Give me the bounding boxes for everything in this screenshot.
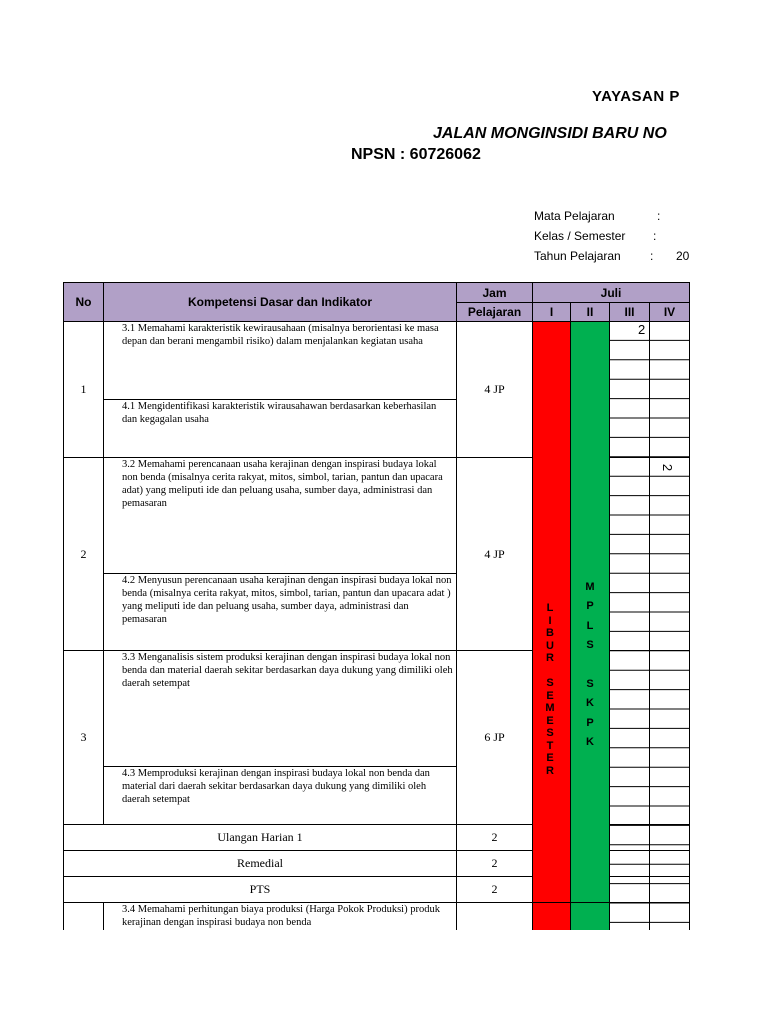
mpls-column-end (571, 903, 610, 931)
header-week-4: IV (650, 303, 690, 322)
header-pelajaran: Pelajaran (457, 303, 533, 322)
header-month: Juli (533, 283, 690, 303)
libur-letter: L (546, 602, 554, 614)
mpls-letter: K (586, 736, 594, 749)
meta-value-year: 20 (676, 249, 690, 263)
libur-letter: S (546, 677, 554, 689)
libur-letter: M (545, 702, 555, 714)
row-2-jp: 4 JP (457, 458, 533, 651)
mpls-letter: P (586, 600, 594, 613)
mpls-letter (583, 656, 597, 675)
school-address: JALAN MONGINSIDI BARU NO (433, 125, 667, 142)
mpls-letter: P (586, 716, 594, 729)
meta-label-subject: Mata Pelajaran (534, 209, 615, 223)
header-kd: Kompetensi Dasar dan Indikator (104, 283, 457, 322)
week-gridlines (609, 321, 690, 930)
libur-letter: E (546, 714, 554, 727)
row-1-kd-skill: 4.1 Mengidentifikasi karakteristik wirausahawan berdasarkan keberhasilan dan kegagalan usaha (104, 400, 457, 458)
row-1-no: 1 (64, 322, 104, 458)
header-week-2: II (571, 303, 610, 322)
libur-letter: S (546, 727, 554, 739)
pts-label: PTS (64, 877, 457, 903)
row-2-kd-knowledge: 3.2 Memahami perencanaan usaha kerajinan dengan inspirasi budaya lokal non benda (misalnya cerita rakyat, mitos, simbol, tarian, pantun dan upacara adat) yang meliputi ide dan peluang usaha, sumber daya, administrasi dan pemasaran (104, 458, 457, 574)
libur-column-end (533, 903, 571, 931)
header-week-3: III (610, 303, 650, 322)
libur-letter: T (546, 739, 554, 752)
libur-letter: R (546, 652, 554, 664)
header-no: No (64, 283, 104, 322)
meta-label-class: Kelas / Semester (534, 229, 626, 243)
mpls-skpk-label (583, 578, 597, 753)
mpls-letter: K (586, 697, 594, 710)
mpls-letter: L (586, 619, 594, 632)
week-4-value: 2 (660, 463, 676, 472)
row-4-jp (457, 903, 533, 931)
libur-letter: U (546, 639, 554, 652)
remedial-jp: 2 (457, 851, 533, 877)
row-3-jp: 6 JP (457, 651, 533, 825)
row-4-no (64, 903, 104, 931)
week-3-value: 2 (638, 322, 646, 337)
meta-sep-subject: : (657, 209, 661, 223)
header-week-1: I (533, 303, 571, 322)
meta-sep-class: : (653, 229, 657, 243)
libur-letter: E (546, 689, 554, 702)
row-1-kd-knowledge: 3.1 Memahami karakteristik kewirausahaan (misalnya berorientasi ke masa depan dan berani mengambil risiko) dalam menjalankan kegiatan usaha (104, 322, 457, 400)
libur-letter: I (548, 614, 552, 627)
libur-letter: E (546, 752, 554, 764)
libur-letter: B (546, 627, 554, 639)
row-3-kd-skill: 4.3 Memproduksi kerajinan dengan inspirasi budaya lokal non benda dan material dari daerah sekitar berdasarkan daya dukung yang dimiliki oleh daerah setempat (104, 767, 457, 825)
ulangan-harian-jp: 2 (457, 825, 533, 851)
mpls-letter: M (585, 581, 595, 593)
row-3-kd-knowledge: 3.3 Menganalisis sistem produksi kerajinan dengan inspirasi budaya lokal non benda dan material daerah sekitar berdasarkan daya dukung yang dimiliki oleh daerah setempat (104, 651, 457, 767)
row-2-no: 2 (64, 458, 104, 651)
yayasan-title: YAYASAN P (592, 88, 680, 105)
pts-jp: 2 (457, 877, 533, 903)
npsn-line: NPSN : 60726062 (351, 146, 481, 163)
meta-label-year: Tahun Pelajaran (534, 249, 621, 263)
meta-sep-year: : (650, 249, 654, 263)
header-jam: Jam (457, 283, 533, 303)
row-1-jp: 4 JP (457, 322, 533, 458)
libur-letter: R (546, 764, 554, 777)
row-4-kd-knowledge: 3.4 Memahami perhitungan biaya produksi (Harga Pokok Produksi) produk kerajinan dengan inspirasi budaya non benda (104, 903, 457, 931)
mpls-letter: S (586, 639, 594, 652)
row-3-no: 3 (64, 651, 104, 825)
row-2-kd-skill: 4.2 Menyusun perencanaan usaha kerajinan dengan inspirasi budaya lokal non benda (misalnya cerita rakyat, mitos, simbol, tarian, pantun dan upacara adat ) yang meliputi ide dan peluang usaha, sumber daya, administrasi dan pemasaran (104, 574, 457, 651)
mpls-letter: S (586, 677, 594, 690)
remedial-label: Remedial (64, 851, 457, 877)
libur-semester-label (543, 602, 557, 777)
libur-letter (543, 665, 557, 678)
ulangan-harian-label: Ulangan Harian 1 (64, 825, 457, 851)
